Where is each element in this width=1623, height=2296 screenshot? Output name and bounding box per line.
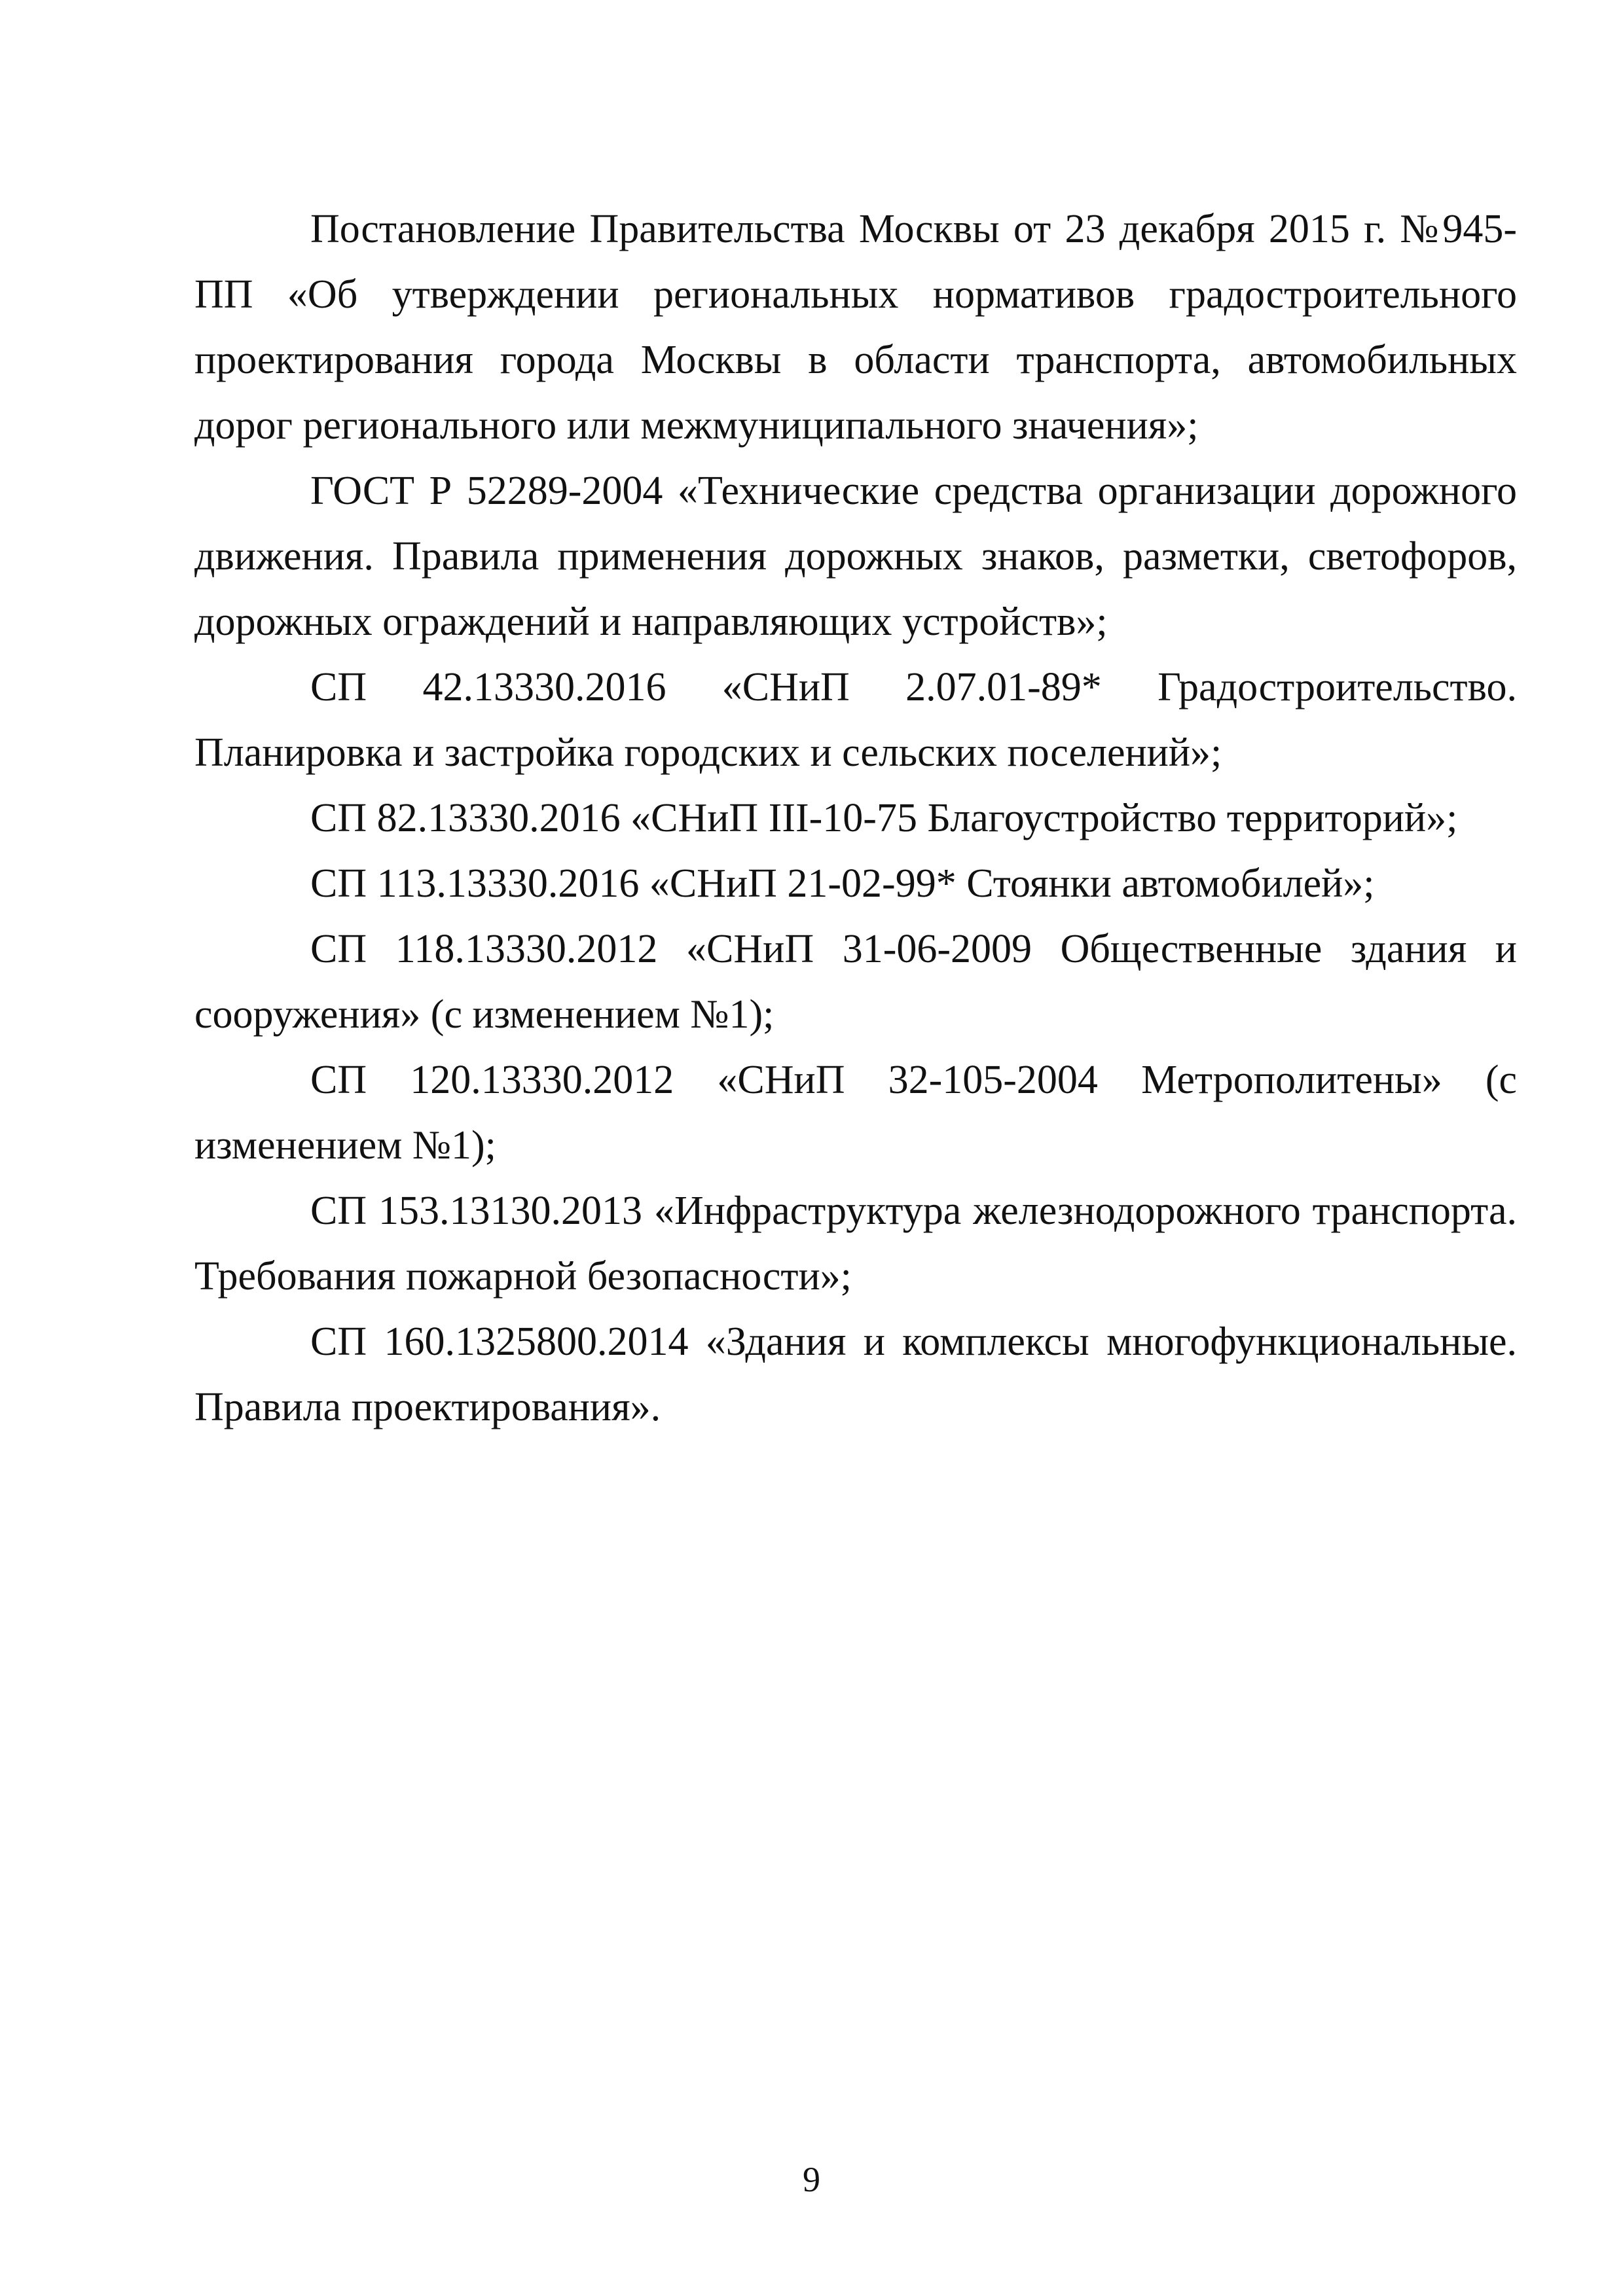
paragraph-gost-52289: ГОСТ Р 52289-2004 «Технические средства организации дорожного движения. Правила применения дорожных знаков, разметки, светофоров, дорожных ограждений и направляющих устройств»; [194, 469, 1517, 644]
paragraph-sp-42: СП 42.13330.2016 «СНиП 2.07.01-89* Градостроительство. Планировка и застройка городских и сельских поселений»; [194, 665, 1517, 775]
paragraph-sp-113: СП 113.13330.2016 «СНиП 21-02-99* Стоянки автомобилей»; [310, 861, 1375, 906]
paragraph-moscow-resolution: Постановление Правительства Москвы от 23 декабря 2015 г. №945-ПП «Об утверждении региональных нормативов градостроительного проектирования города Москвы в области транспорта, автомобильных дорог регионального или межмуниципального значения»; [194, 207, 1517, 448]
page-number: 9 [803, 2160, 820, 2199]
paragraph-sp-160: СП 160.1325800.2014 «Здания и комплексы многофункциональные. Правила проектирования». [194, 1319, 1517, 1429]
paragraph-sp-153: СП 153.13130.2013 «Инфраструктура железнодорожного транспорта. Требования пожарной безопасности»; [194, 1189, 1517, 1299]
paragraph-sp-82: СП 82.13330.2016 «СНиП III-10-75 Благоустройство территорий»; [310, 796, 1458, 840]
document-body [194, 196, 1517, 1440]
paragraph-sp-120: СП 120.13330.2012 «СНиП 32-105-2004 Метрополитены» (с изменением №1); [194, 1058, 1517, 1168]
paragraph-sp-118: СП 118.13330.2012 «СНиП 31-06-2009 Общественные здания и сооружения» (с изменением №1); [194, 927, 1517, 1037]
